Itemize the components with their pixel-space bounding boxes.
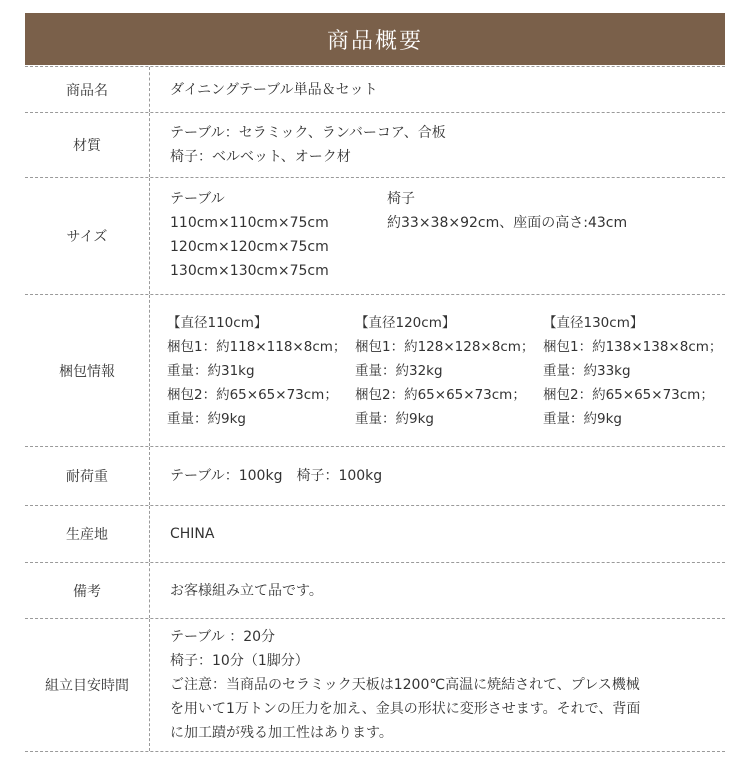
table-row-assembly bbox=[25, 619, 725, 752]
load-value: テーブル：100kg 椅子：100kg bbox=[170, 468, 383, 484]
row-label: 生産地 bbox=[25, 506, 150, 562]
packing-column-120 bbox=[355, 311, 534, 431]
material-chair-value: 椅子：ベルベット、オーク材 bbox=[170, 149, 351, 165]
row-label: 商品名 bbox=[25, 67, 150, 112]
product-name-value: ダイニングテーブル単品＆セット bbox=[170, 81, 378, 98]
table-row-size bbox=[25, 178, 725, 295]
packing-column-130 bbox=[543, 311, 722, 431]
row-label: 組立目安時間 bbox=[25, 619, 150, 751]
row-label: サイズ bbox=[25, 178, 150, 294]
row-label: 梱包情報 bbox=[25, 295, 150, 446]
assembly-note-line: を用いて1万トンの圧力を加え、金具の形状に変形させます。それで、背面 bbox=[170, 701, 641, 717]
size-chair-value: 約33×38×92cm、座面の高さ:43cm bbox=[387, 215, 628, 231]
packing-heading: 【直径120cm】 bbox=[355, 315, 456, 331]
size-table-130: 130cm×130cm×75cm bbox=[170, 263, 329, 279]
size-table-120: 120cm×120cm×75cm bbox=[170, 239, 329, 255]
size-table-110: 110cm×110cm×75cm bbox=[170, 215, 329, 231]
origin-value: CHINA bbox=[170, 526, 215, 542]
assembly-chair-time: 椅子：10分（1脚分） bbox=[170, 653, 309, 669]
packing-heading: 【直径110cm】 bbox=[167, 315, 268, 331]
packing-box2: 梱包2：約65×65×73cm； bbox=[355, 387, 526, 403]
assembly-note-line: に加工蹟が残る加工性はあります。 bbox=[170, 725, 393, 741]
packing-weight2: 重量：約9kg bbox=[355, 411, 434, 427]
row-label: 耐荷重 bbox=[25, 447, 150, 505]
assembly-table-time: テーブル ：20分 bbox=[170, 629, 276, 645]
table-row-origin bbox=[25, 506, 725, 563]
packing-heading: 【直径130cm】 bbox=[543, 315, 644, 331]
packing-weight2: 重量：約9kg bbox=[543, 411, 622, 427]
notes-value: お客様組み立て品です。 bbox=[170, 582, 323, 599]
table-row-material bbox=[25, 113, 725, 178]
table-row-product-name bbox=[25, 66, 725, 113]
size-table-column bbox=[170, 187, 329, 283]
packing-weight2: 重量：約9kg bbox=[167, 411, 246, 427]
packing-weight1: 重量：約33kg bbox=[543, 363, 631, 379]
packing-box1: 梱包1：約118×118×8cm； bbox=[167, 339, 347, 355]
packing-box2: 梱包2：約65×65×73cm； bbox=[543, 387, 714, 403]
material-table-value: テーブル：セラミック、ランバーコア、合板 bbox=[170, 125, 446, 141]
packing-weight1: 重量：約31kg bbox=[167, 363, 255, 379]
row-label: 材質 bbox=[25, 113, 150, 177]
row-label: 備考 bbox=[25, 563, 150, 618]
section-title: 商品概要 bbox=[25, 13, 725, 65]
table-row-notes bbox=[25, 563, 725, 619]
table-row-load bbox=[25, 447, 725, 506]
size-table-heading: テーブル bbox=[170, 191, 225, 207]
assembly-note-line: ご注意：当商品のセラミック天板は1200℃高温に焼結されて、プレス機械 bbox=[170, 677, 640, 693]
packing-box1: 梱包1：約138×138×8cm； bbox=[543, 339, 723, 355]
packing-weight1: 重量：約32kg bbox=[355, 363, 443, 379]
product-spec-table bbox=[25, 66, 725, 752]
size-chair-column bbox=[387, 187, 627, 235]
packing-box1: 梱包1：約128×128×8cm； bbox=[355, 339, 535, 355]
table-row-packing bbox=[25, 295, 725, 447]
packing-box2: 梱包2：約65×65×73cm； bbox=[167, 387, 338, 403]
size-chair-heading: 椅子 bbox=[387, 191, 415, 207]
packing-column-110 bbox=[167, 311, 346, 431]
